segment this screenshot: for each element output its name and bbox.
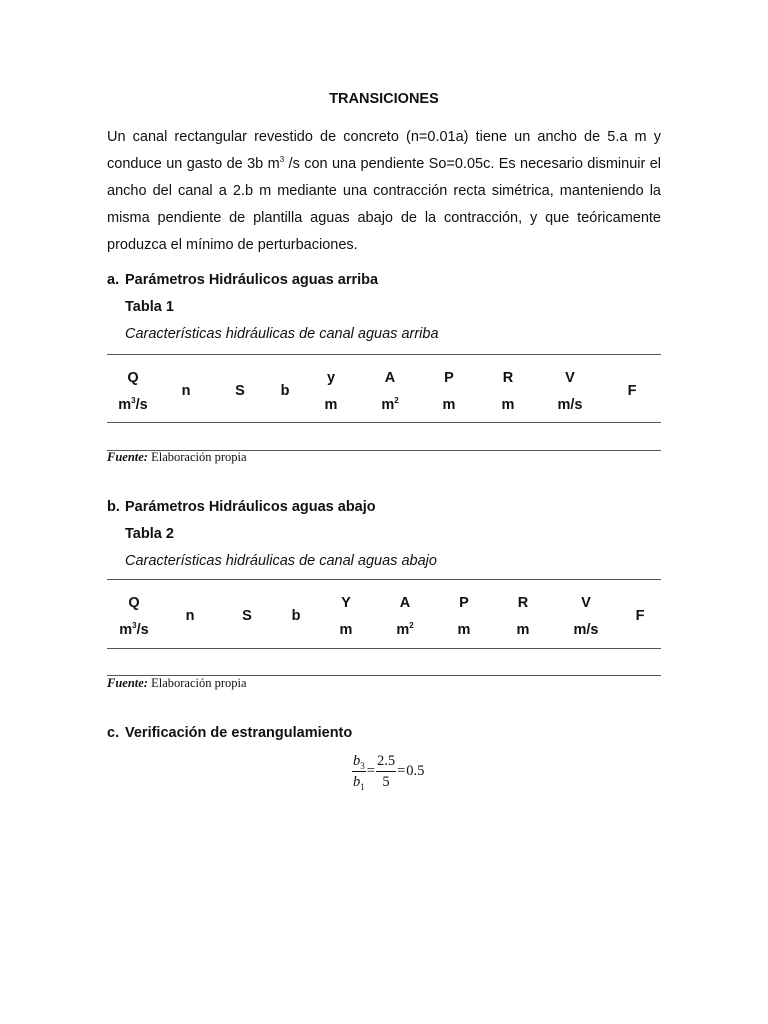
formula-result: 0.5 xyxy=(406,763,425,779)
fraction-numerator: $b_3$ xyxy=(353,753,365,771)
column-symbol: b xyxy=(280,383,290,399)
table-1-source xyxy=(107,450,247,465)
column-symbol: P xyxy=(444,370,454,386)
section-a-letter: a. xyxy=(107,272,120,288)
strangulation-formula xyxy=(352,752,424,791)
section-c-heading xyxy=(107,725,352,741)
column-header xyxy=(610,580,670,648)
section-b-heading xyxy=(107,499,376,515)
column-symbol: S xyxy=(242,608,252,624)
column-symbol: S xyxy=(235,383,245,399)
source-label: Fuente: xyxy=(107,676,148,690)
table-1-header-rule xyxy=(107,422,661,423)
table-2-caption: Características hidráulicas de canal aguas abajo xyxy=(125,553,437,569)
column-header xyxy=(360,355,420,423)
column-header xyxy=(419,355,479,423)
column-header xyxy=(156,355,216,423)
column-unit: $m^3/s$ xyxy=(119,621,149,638)
column-header xyxy=(316,580,376,648)
statement-part-2: /s con una pendiente So=0.05c. Es necesario disminuir el ancho del canal a 2.b m mediante una contracción recta simétrica, manteniendo la misma pendiente de plantilla aguas abajo de la contracción, y que teóricamente produzca el mínimo de perturbaciones. xyxy=(107,156,661,253)
column-unit: m xyxy=(339,622,353,638)
fraction-numerator: 2.5 xyxy=(376,752,396,772)
column-symbol: A xyxy=(384,370,396,386)
fraction-denominator: $b_1$ xyxy=(353,774,365,792)
column-unit: $m^2$ xyxy=(381,396,399,413)
column-unit: m xyxy=(324,397,338,413)
table-2-source xyxy=(107,676,247,691)
column-unit: m xyxy=(501,397,515,413)
column-symbol: F xyxy=(635,608,645,624)
value-fraction xyxy=(376,752,396,791)
column-symbol: Y xyxy=(341,595,351,611)
column-header xyxy=(160,580,220,648)
column-unit: m xyxy=(516,622,530,638)
page-title: TRANSICIONES xyxy=(329,91,439,107)
equals-sign: = xyxy=(397,763,406,779)
table-2-header-rule xyxy=(107,648,661,649)
column-symbol: P xyxy=(459,595,469,611)
column-header xyxy=(556,580,616,648)
column-symbol: n xyxy=(181,383,191,399)
section-b-title: Parámetros Hidráulicos aguas abajo xyxy=(125,499,376,515)
statement-superscript: 3 xyxy=(279,155,285,165)
column-unit: m xyxy=(457,622,471,638)
source-text: Elaboración propia xyxy=(147,450,247,464)
table-1-label: Tabla 1 xyxy=(125,299,174,315)
column-header xyxy=(301,355,361,423)
statement-part-1: Un canal rectangular revestido de concreto (n=0.01a) tiene un ancho de 5.a m y conduce un gasto de 3b m xyxy=(107,129,661,172)
column-unit: $m^3/s$ xyxy=(118,396,148,413)
column-header xyxy=(478,355,538,423)
column-unit: $m^2$ xyxy=(396,621,414,638)
column-symbol: V xyxy=(565,370,575,386)
column-header xyxy=(104,580,164,648)
table-1-caption: Características hidráulicas de canal aguas arriba xyxy=(125,326,439,342)
table-1-header xyxy=(107,355,661,423)
column-header xyxy=(375,580,435,648)
section-a-title: Parámetros Hidráulicos aguas arriba xyxy=(125,272,379,288)
column-symbol: F xyxy=(627,383,637,399)
column-symbol: b xyxy=(291,608,301,624)
column-symbol: n xyxy=(185,608,195,624)
column-symbol: Q xyxy=(127,370,139,386)
table-2-header xyxy=(107,580,661,648)
section-b-letter: b. xyxy=(107,499,120,515)
column-header xyxy=(103,355,163,423)
column-symbol: y xyxy=(326,370,336,386)
problem-statement xyxy=(107,124,661,259)
column-unit: m/s xyxy=(573,622,599,638)
table-2-label: Tabla 2 xyxy=(125,526,174,542)
equals-sign: = xyxy=(366,763,375,779)
column-symbol: Q xyxy=(128,595,140,611)
column-symbol: R xyxy=(502,370,514,386)
column-header xyxy=(493,580,553,648)
ratio-fraction xyxy=(352,752,366,791)
column-symbol: V xyxy=(581,595,591,611)
source-text: Elaboración propia xyxy=(147,676,247,690)
column-unit: m/s xyxy=(557,397,583,413)
fraction-denominator: 5 xyxy=(382,774,390,790)
column-symbol: A xyxy=(399,595,411,611)
column-header xyxy=(540,355,600,423)
section-c-title: Verificación de estrangulamiento xyxy=(125,725,353,741)
section-c-letter: c. xyxy=(107,725,120,741)
section-a-heading xyxy=(107,272,378,288)
source-label: Fuente: xyxy=(107,450,148,464)
column-symbol: R xyxy=(517,595,529,611)
column-unit: m xyxy=(442,397,456,413)
column-header xyxy=(602,355,662,423)
column-header xyxy=(434,580,494,648)
